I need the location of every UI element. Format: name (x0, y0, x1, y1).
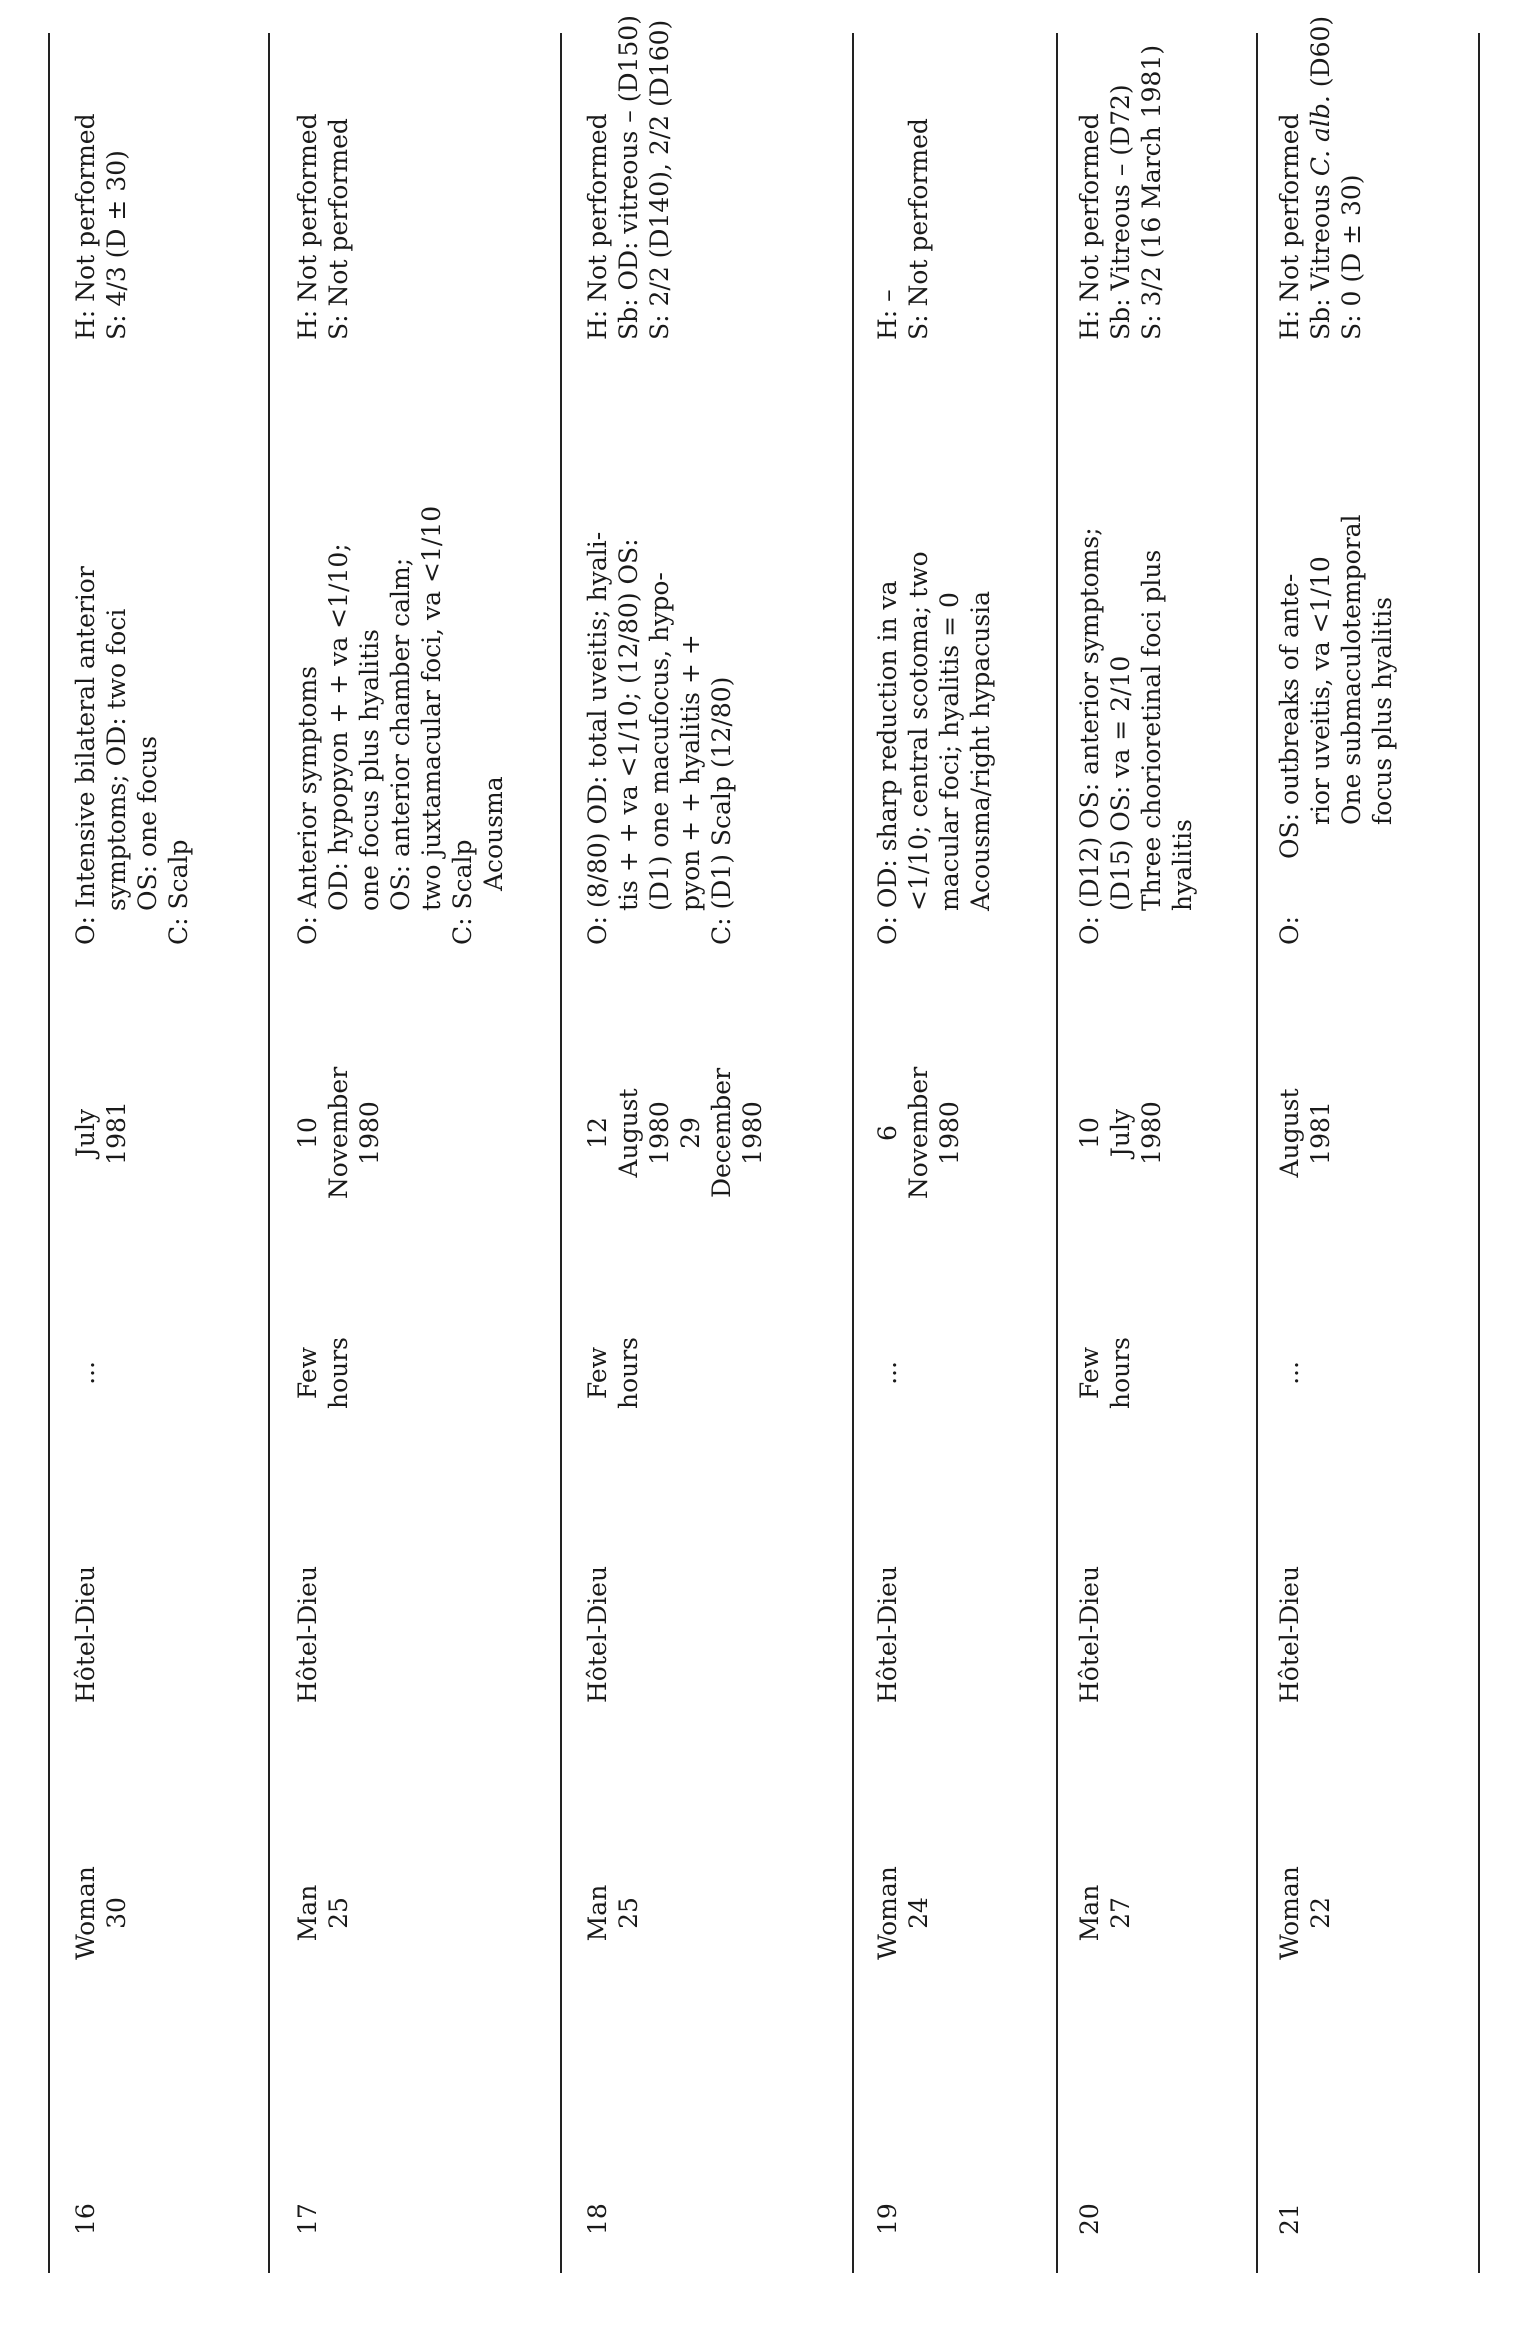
delay-line: ... (1275, 1361, 1304, 1385)
clinical-line: OS: one focus (133, 735, 162, 911)
date-line: July (1106, 1108, 1135, 1158)
date-cell (292, 1033, 385, 1233)
hospital: Hôtel-Dieu (873, 1565, 902, 1703)
table-rule (560, 33, 562, 2273)
hospital: Hôtel-Dieu (1275, 1565, 1304, 1703)
table-rule (268, 33, 270, 2273)
lab-line (1305, 16, 1336, 340)
clinical-cell (872, 551, 996, 945)
patient-cell (1074, 1838, 1136, 1988)
delay-cell (582, 1313, 644, 1433)
lab-line: S: Not performed (904, 118, 933, 340)
patient-sex: Woman (71, 1866, 100, 1960)
patient-cell (70, 1838, 132, 1988)
clinical-line: Acousma (479, 776, 508, 891)
lab-line: H: Not performed (71, 113, 100, 340)
clinical-line: one focus plus hyalitis (355, 629, 384, 911)
lab-line: H: – (873, 289, 902, 340)
clinical-line: Three chorioretinal foci plus (1137, 549, 1166, 911)
patient-sex: Man (293, 1884, 322, 1942)
clinical-line: OS: anterior chamber calm; (386, 557, 415, 911)
delay-line: Few (1075, 1346, 1104, 1400)
patient-cell (1274, 1838, 1336, 1988)
hospital: Hôtel-Dieu (1075, 1565, 1104, 1703)
delay-cell (70, 1313, 101, 1433)
clinical-line: C: (D1) Scalp (12/80) (707, 676, 736, 945)
patient-cell (292, 1838, 354, 1988)
clinical-line: Acousma/right hypacusia (966, 590, 995, 911)
patient-age: 22 (1306, 1897, 1335, 1929)
row-number: 19 (873, 2203, 902, 2235)
clinical-line: C: Scalp (448, 839, 477, 945)
date-cell (1074, 1033, 1167, 1233)
lab-line: Sb: Vitreous – (D72) (1106, 84, 1135, 340)
clinical-cell (292, 506, 509, 945)
delay-cell (1074, 1313, 1136, 1433)
date-cell (582, 1033, 768, 1233)
clinical-line: OD: hypopyon + + va <1/10; (324, 543, 353, 911)
lab-italic: C. alb. (1306, 95, 1335, 177)
date-line: 1980 (1137, 1101, 1166, 1165)
patient-age: 25 (614, 1897, 643, 1929)
table-rule (1256, 33, 1258, 2273)
clinical-cell (1274, 515, 1398, 946)
delay-line: hours (324, 1336, 353, 1410)
patient-sex: Woman (873, 1866, 902, 1960)
date-line: 1980 (645, 1101, 674, 1165)
row-number: 20 (1075, 2203, 1104, 2235)
date-line: 1980 (738, 1101, 767, 1165)
clinical-line: O: OD: sharp reduction in va (873, 580, 902, 945)
delay-line: hours (1106, 1336, 1135, 1410)
hospital: Hôtel-Dieu (71, 1565, 100, 1703)
delay-line: hours (614, 1336, 643, 1410)
table-rule (48, 33, 50, 2273)
table-rule (1478, 33, 1480, 2273)
clinical-line: (D15) OS: va = 2/10 (1106, 655, 1135, 911)
table-rule (852, 33, 854, 2273)
delay-line: Few (293, 1346, 322, 1400)
lab-line: S: 4/3 (D ± 30) (102, 150, 131, 340)
clinical-line: rior uveitis, va <1/10 (1306, 556, 1335, 825)
date-line: 12 (583, 1117, 612, 1149)
patient-age: 27 (1106, 1897, 1135, 1929)
date-line: 1981 (102, 1101, 131, 1165)
row-number: 18 (583, 2203, 612, 2235)
date-line: August (614, 1088, 643, 1178)
clinical-line: symptoms; OD: two foci (102, 608, 131, 911)
date-line: December (707, 1067, 736, 1199)
patient-cell (872, 1838, 934, 1988)
patient-sex: Man (583, 1884, 612, 1942)
lab-cell (872, 118, 934, 340)
date-line: 1980 (355, 1101, 384, 1165)
date-line: July (71, 1108, 100, 1158)
clinical-line: C: Scalp (164, 839, 193, 945)
lab-cell (1074, 45, 1167, 340)
clinical-line: O: Anterior symptoms (293, 665, 322, 945)
patient-age: 30 (102, 1897, 131, 1929)
lab-line: Sb: OD: vitreous – (D150) (614, 15, 643, 340)
clinical-line: hyalitis (1168, 819, 1197, 911)
row-number: 17 (293, 2203, 322, 2235)
lab-line: H: Not performed (1275, 113, 1304, 340)
clinical-line: focus plus hyalitis (1368, 596, 1397, 825)
date-line: 29 (676, 1117, 705, 1149)
clinical-line: OS: outbreaks of ante- (1275, 573, 1304, 859)
date-line: November (904, 1066, 933, 1200)
hospital: Hôtel-Dieu (583, 1565, 612, 1703)
lab-cell (582, 15, 675, 340)
date-cell (1274, 1033, 1336, 1233)
patient-cell (582, 1838, 644, 1988)
delay-line: ... (71, 1361, 100, 1385)
patient-sex: Woman (1275, 1866, 1304, 1960)
clinical-cell (1074, 527, 1198, 945)
date-cell (70, 1033, 132, 1233)
lab-line: S: 0 (D ± 30) (1337, 174, 1366, 340)
hospital: Hôtel-Dieu (293, 1565, 322, 1703)
patient-age: 25 (324, 1897, 353, 1929)
date-line: November (324, 1066, 353, 1200)
clinical-line: One submaculotemporal (1337, 514, 1366, 825)
date-line: 6 (873, 1125, 902, 1141)
lab-cell (70, 113, 132, 340)
lab-line: H: Not performed (293, 113, 322, 340)
date-cell (872, 1033, 965, 1233)
clinical-cell (582, 532, 737, 945)
date-line: 10 (1075, 1117, 1104, 1149)
clinical-cell (70, 566, 194, 945)
delay-line: ... (873, 1361, 902, 1385)
date-line: 10 (293, 1117, 322, 1149)
lab-cell (1274, 16, 1367, 340)
clinical-prefix: O: (1275, 916, 1304, 945)
date-line: 1980 (935, 1101, 964, 1165)
delay-cell (292, 1313, 354, 1433)
delay-cell (1274, 1313, 1305, 1433)
lab-line: S: Not performed (324, 118, 353, 340)
lab-text: Sb: Vitreous (1306, 176, 1335, 340)
clinical-line: <1/10; central scotoma; two (904, 551, 933, 911)
row-number: 16 (71, 2203, 100, 2235)
clinical-line: O: (8/80) OD: total uveitis; hyali- (583, 531, 612, 945)
clinical-line: (D1) one macufocus, hypo- (645, 572, 674, 911)
clinical-line: O: Intensive bilateral anterior (71, 566, 100, 945)
delay-line: Few (583, 1346, 612, 1400)
clinical-line: two juxtamacular foci, va <1/10 (417, 505, 446, 911)
table-rule (1056, 33, 1058, 2273)
lab-line: S: 2/2 (D140), 2/2 (D160) (645, 19, 674, 340)
clinical-line: pyon + + hyalitis + + (676, 634, 705, 911)
row-number: 21 (1275, 2203, 1304, 2235)
lab-line: H: Not performed (1075, 113, 1104, 340)
date-line: August (1275, 1088, 1304, 1178)
lab-text: (D60) (1306, 15, 1335, 96)
date-line: 1981 (1306, 1101, 1335, 1165)
clinical-body (1274, 515, 1398, 860)
clinical-line: macular foci; hyalitis = 0 (935, 592, 964, 911)
delay-cell (872, 1313, 903, 1433)
patient-age: 24 (904, 1897, 933, 1929)
clinical-line: tis + + va <1/10; (12/80) OS: (614, 538, 643, 911)
lab-line: S: 3/2 (16 March 1981) (1137, 44, 1166, 340)
patient-sex: Man (1075, 1884, 1104, 1942)
lab-line: H: Not performed (583, 113, 612, 340)
lab-cell (292, 113, 354, 340)
clinical-line: O: (D12) OS: anterior symptoms; (1075, 527, 1104, 945)
